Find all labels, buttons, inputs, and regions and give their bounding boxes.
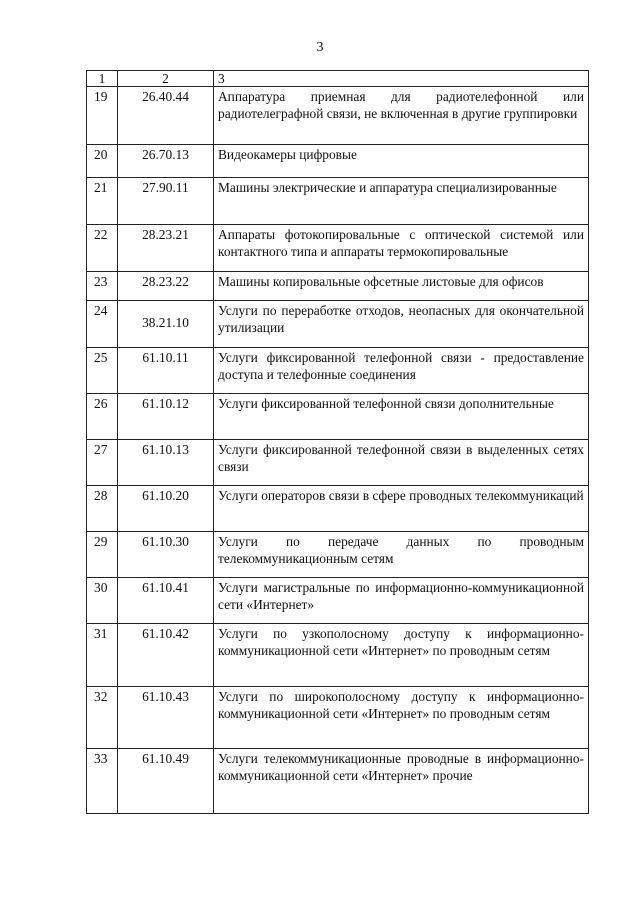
row-code: 27.90.11: [118, 178, 214, 225]
table-row: [87, 145, 589, 178]
row-description: Услуги по широкополосному доступу к информационно-коммуникационной сети «Интернет» по проводным сетям: [214, 687, 589, 749]
row-number: 32: [87, 687, 118, 749]
table-row: [87, 348, 589, 394]
row-number: 23: [87, 272, 118, 301]
table-row: [87, 440, 589, 486]
table-header-row: [87, 71, 589, 87]
row-number: 27: [87, 440, 118, 486]
row-number: 24: [87, 301, 118, 348]
row-number: 21: [87, 178, 118, 225]
row-description: Машины копировальные офсетные листовые для офисов: [214, 272, 589, 301]
row-number: 28: [87, 486, 118, 532]
row-code: 28.23.21: [118, 225, 214, 272]
table-row: [87, 624, 589, 687]
row-code: 61.10.49: [118, 749, 214, 814]
row-number: 19: [87, 87, 118, 145]
table-row: [87, 87, 589, 145]
row-code: 61.10.30: [118, 532, 214, 578]
table-row: [87, 301, 589, 348]
table-row: [87, 272, 589, 301]
row-code: 61.10.20: [118, 486, 214, 532]
row-code: 26.70.13: [118, 145, 214, 178]
row-code: 38.21.10: [142, 315, 189, 330]
table-row: [87, 578, 589, 624]
row-number: 31: [87, 624, 118, 687]
okpd-table: [86, 70, 589, 814]
row-code: 61.10.43: [118, 687, 214, 749]
row-number: 30: [87, 578, 118, 624]
row-number: 20: [87, 145, 118, 178]
row-description: Аппараты фотокопировальные с оптической системой или контактного типа и аппараты термокопировальные: [214, 225, 589, 272]
row-code: 61.10.12: [118, 394, 214, 440]
row-code: 61.10.13: [118, 440, 214, 486]
table-row: [87, 532, 589, 578]
row-description: Аппаратура приемная для радиотелефонной или радиотелеграфной связи, не включенная в другие группировки: [214, 87, 589, 145]
row-number: 25: [87, 348, 118, 394]
table-row: [87, 486, 589, 532]
row-number: 33: [87, 749, 118, 814]
row-description: Услуги по узкополосному доступу к информационно-коммуникационной сети «Интернет» по проводным сетям: [214, 624, 589, 687]
table-row: [87, 687, 589, 749]
row-description: Услуги фиксированной телефонной связи в выделенных сетях связи: [214, 440, 589, 486]
row-description: Услуги по передаче данных по проводным телекоммуникационным сетям: [214, 532, 589, 578]
row-number: 29: [87, 532, 118, 578]
row-code: 61.10.42: [118, 624, 214, 687]
table-row: [87, 394, 589, 440]
header-col-2: 2: [118, 71, 214, 87]
row-code: 61.10.11: [118, 348, 214, 394]
page-number: 3: [316, 40, 324, 55]
row-description: Видеокамеры цифровые: [214, 145, 589, 178]
row-description: Услуги магистральные по информационно-коммуникационной сети «Интернет»: [214, 578, 589, 624]
row-description: Услуги операторов связи в сфере проводных телекоммуникаций: [214, 486, 589, 532]
row-code: 61.10.41: [118, 578, 214, 624]
row-description: Услуги фиксированной телефонной связи - предоставление доступа и телефонные соединения: [214, 348, 589, 394]
row-number: 26: [87, 394, 118, 440]
row-code: 26.40.44: [118, 87, 214, 145]
row-description: Услуги фиксированной телефонной связи дополнительные: [214, 394, 589, 440]
row-description: Услуги телекоммуникационные проводные в информационно-коммуникационной сети «Интернет» прочие: [214, 749, 589, 814]
row-code: 28.23.22: [118, 272, 214, 301]
row-description: Услуги по переработке отходов, неопасных для окончательной утилизации: [214, 301, 589, 348]
header-col-3: 3: [214, 71, 589, 87]
table-row: [87, 225, 589, 272]
table-row: [87, 178, 589, 225]
header-col-1: 1: [87, 71, 118, 87]
row-code-cell: [118, 301, 214, 348]
row-number: 22: [87, 225, 118, 272]
row-description: Машины электрические и аппаратура специализированные: [214, 178, 589, 225]
table-row: [87, 749, 589, 814]
